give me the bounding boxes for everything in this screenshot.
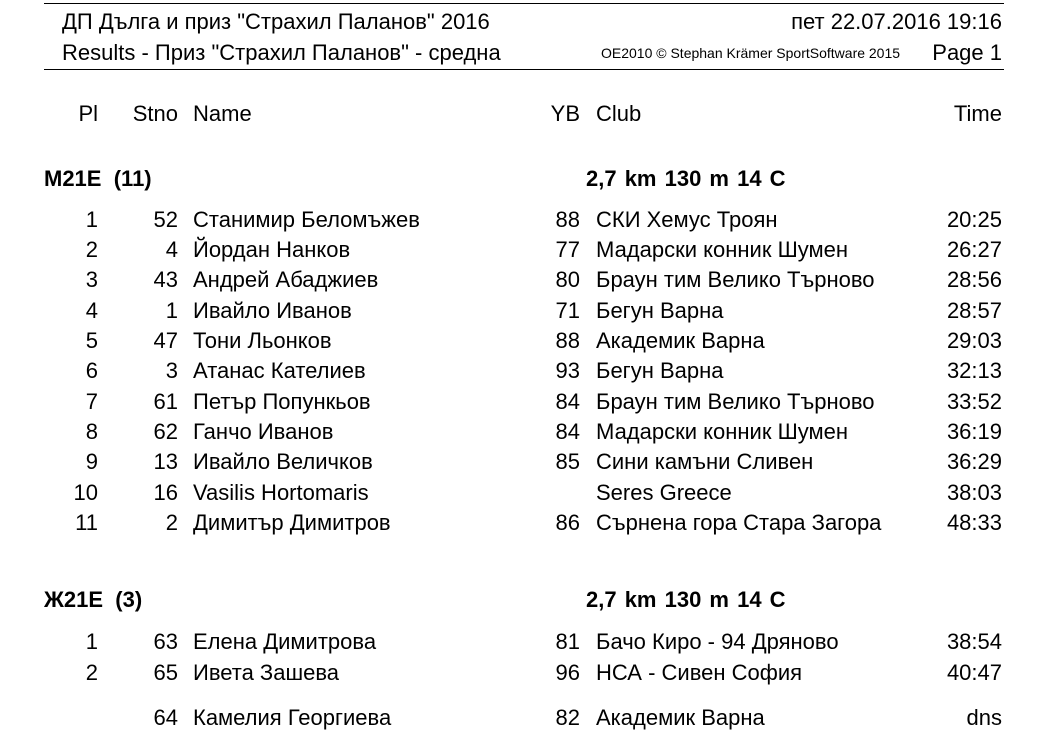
result-name: Атанас Кателиев [193, 358, 366, 383]
result-yb: 88 [555, 328, 580, 353]
category-heading [0, 163, 1040, 195]
result-row [0, 387, 1040, 417]
result-row [0, 703, 1040, 733]
result-row [0, 265, 1040, 295]
result-pl: 10 [73, 480, 98, 505]
result-club: НСА - Сивен София [596, 660, 803, 685]
col-header-name: Name [193, 101, 252, 126]
col-header-club: Club [596, 101, 642, 126]
result-stno: 61 [153, 389, 178, 414]
result-time: 28:57 [946, 298, 1002, 323]
results-title: Results - Приз "Страхил Паланов" - средна [62, 40, 501, 65]
result-club: Бегун Варна [596, 358, 724, 383]
result-name: Димитър Димитров [193, 510, 391, 535]
result-time: 20:25 [946, 207, 1002, 232]
result-row [0, 447, 1040, 477]
software-credit: OE2010 © Stephan Krämer SportSoftware 2015 [601, 45, 901, 61]
result-name: Vasilis Hortomaris [193, 480, 369, 505]
result-name: Ивайло Величков [193, 449, 373, 474]
result-name: Станимир Беломъжев [193, 207, 420, 232]
result-stno: 13 [153, 449, 178, 474]
result-row [0, 417, 1040, 447]
result-time: 38:54 [946, 629, 1002, 654]
column-headers [0, 99, 1040, 129]
result-time: dns [966, 705, 1002, 730]
result-club: Академик Варна [596, 705, 765, 730]
result-yb: 84 [555, 389, 580, 414]
result-stno: 4 [165, 237, 178, 262]
result-pl: 4 [85, 298, 98, 323]
event-title: ДП Дълга и приз "Страхил Паланов" 2016 [62, 9, 490, 34]
result-name: Тони Льонков [193, 328, 332, 353]
result-stno: 63 [153, 629, 178, 654]
result-pl: 2 [85, 660, 98, 685]
result-name: Ивайло Иванов [193, 298, 352, 323]
result-yb: 81 [555, 629, 580, 654]
result-club: Бегун Варна [596, 298, 724, 323]
result-pl: 5 [85, 328, 98, 353]
result-yb: 84 [555, 419, 580, 444]
result-time: 26:27 [946, 237, 1002, 262]
result-time: 48:33 [946, 510, 1002, 535]
result-yb: 96 [555, 660, 580, 685]
result-row [0, 296, 1040, 326]
result-pl: 11 [75, 510, 98, 535]
result-row [0, 356, 1040, 386]
col-header-stno: Stno [132, 101, 178, 126]
result-time: 28:56 [946, 267, 1002, 292]
result-yb: 86 [555, 510, 580, 535]
result-time: 36:19 [946, 419, 1002, 444]
result-stno: 2 [165, 510, 178, 535]
page-label: Page 1 [932, 40, 1002, 65]
result-name: Петър Попункьов [193, 389, 371, 414]
result-club: Академик Варна [596, 328, 765, 353]
result-yb: 88 [555, 207, 580, 232]
result-club: Браун тим Велико Търново [596, 389, 875, 414]
result-pl: 6 [85, 358, 98, 383]
result-pl: 2 [85, 237, 98, 262]
result-row [0, 478, 1040, 508]
result-pl: 8 [85, 419, 98, 444]
result-time: 40:47 [946, 660, 1002, 685]
result-yb: 85 [555, 449, 580, 474]
result-name: Ганчо Иванов [193, 419, 334, 444]
result-row [0, 235, 1040, 265]
result-club: Браун тим Велико Търново [596, 267, 875, 292]
course-info: 2,7 km 130 m 14 C [586, 166, 786, 191]
result-row [0, 508, 1040, 538]
result-yb: 80 [555, 267, 580, 292]
result-time: 33:52 [946, 389, 1002, 414]
result-stno: 52 [153, 207, 178, 232]
result-time: 38:03 [946, 480, 1002, 505]
result-time: 36:29 [946, 449, 1002, 474]
result-club: Мадарски конник Шумен [596, 419, 849, 444]
result-pl: 1 [85, 629, 98, 654]
header-bottom-rule [44, 69, 1004, 70]
result-stno: 1 [165, 298, 178, 323]
result-club: Мадарски конник Шумен [596, 237, 849, 262]
category-heading [0, 584, 1040, 616]
result-stno: 3 [165, 358, 178, 383]
result-name: Андрей Абаджиев [193, 267, 379, 292]
result-club: Сини камъни Сливен [596, 449, 814, 474]
result-pl: 7 [85, 389, 98, 414]
result-row [0, 627, 1040, 657]
result-yb: 71 [555, 298, 580, 323]
result-club: Бачо Киро - 94 Дряново [596, 629, 839, 654]
result-pl: 1 [85, 207, 98, 232]
result-club: СКИ Хемус Троян [596, 207, 778, 232]
result-stno: 62 [153, 419, 178, 444]
result-name: Камелия Георгиева [193, 705, 392, 730]
result-yb: 93 [555, 358, 580, 383]
result-yb: 77 [555, 237, 580, 262]
result-row [0, 326, 1040, 356]
col-header-pl: Pl [78, 101, 98, 126]
print-datetime: пет 22.07.2016 19:16 [791, 9, 1002, 34]
col-header-yb: YB [550, 101, 580, 126]
result-club: Сърнена гора Стара Загора [596, 510, 882, 535]
result-row [0, 205, 1040, 235]
result-stno: 64 [153, 705, 178, 730]
result-time: 29:03 [946, 328, 1002, 353]
category-title: Ж21Е (3) [44, 587, 143, 612]
result-stno: 65 [153, 660, 178, 685]
result-row [0, 658, 1040, 688]
result-stno: 43 [153, 267, 178, 292]
result-stno: 16 [153, 480, 178, 505]
result-name: Елена Димитрова [193, 629, 377, 654]
result-club: Seres Greece [596, 480, 732, 505]
result-pl: 9 [85, 449, 98, 474]
course-info: 2,7 km 130 m 14 C [586, 587, 786, 612]
result-pl: 3 [85, 267, 98, 292]
result-time: 32:13 [946, 358, 1002, 383]
result-yb: 82 [555, 705, 580, 730]
result-stno: 47 [153, 328, 178, 353]
header-row-2 [44, 35, 1004, 70]
result-name: Ивета Зашева [193, 660, 340, 685]
result-name: Йордан Нанков [193, 237, 351, 262]
category-title: M21E (11) [44, 166, 152, 191]
header-row-1 [44, 4, 1004, 39]
col-header-time: Time [953, 101, 1002, 126]
